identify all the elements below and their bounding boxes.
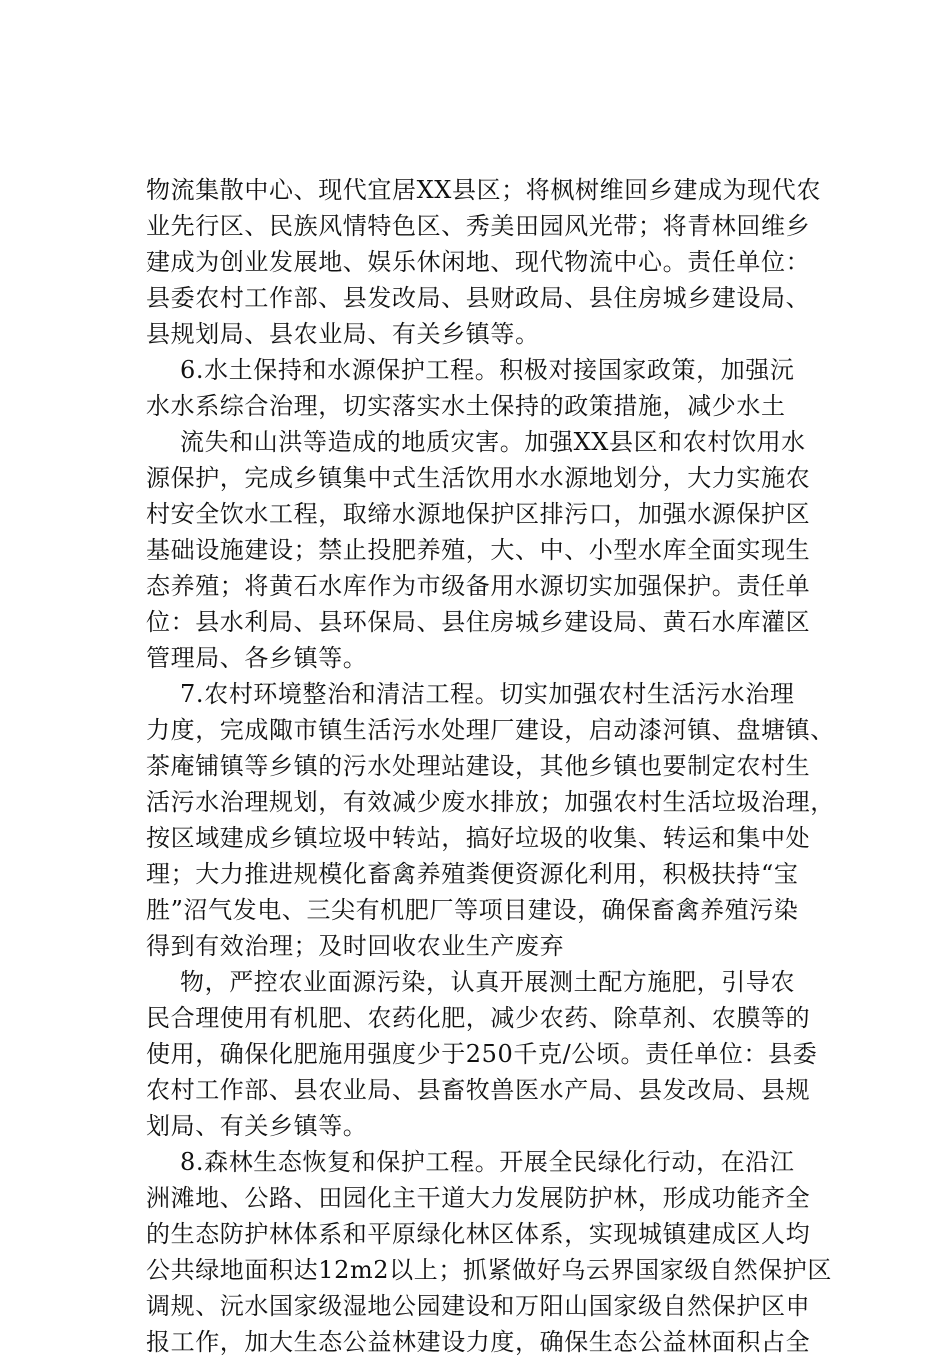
paragraph-heading-7: 7.农村环境整治和清洁工程。切实加强农村生活污水治理 xyxy=(180,680,795,708)
text-line: 胜”沼气发电、三尖有机肥厂等项目建设，确保畜禽养殖污染 xyxy=(146,896,799,924)
text-line: 流失和山洪等造成的地质灾害。加强XX县区和农村饮用水 xyxy=(180,428,806,456)
text-line: 基础设施建设；禁止投肥养殖，大、中、小型水库全面实现生 xyxy=(146,536,811,564)
text-line: 活污水治理规划，有效减少废水排放；加强农村生活垃圾治理， xyxy=(146,788,835,816)
text-line: 业先行区、民族风情特色区、秀美田园风光带；将青林回维乡 xyxy=(146,212,811,240)
text-line: 态养殖；将黄石水库作为市级备用水源切实加强保护。责任单 xyxy=(146,572,811,600)
paragraph-heading-6: 6.水土保持和水源保护工程。积极对接国家政策，加强沅 xyxy=(180,356,795,384)
text-line: 按区域建成乡镇垃圾中转站，搞好垃圾的收集、转运和集中处 xyxy=(146,824,811,852)
text-line: 划局、有关乡镇等。 xyxy=(146,1112,368,1140)
text-line: 物流集散中心、现代宜居XX县区；将枫树维回乡建成为现代农 xyxy=(146,176,821,204)
text-line: 报工作，加大生态公益林建设力度，确保生态公益林面积占全 xyxy=(146,1328,811,1356)
text-line: 源保护，完成乡镇集中式生活饮用水水源地划分，大力实施农 xyxy=(146,464,811,492)
text-line: 位：县水利局、县环保局、县住房城乡建设局、黄石水库灌区 xyxy=(146,608,811,636)
text-line: 民合理使用有机肥、农药化肥，减少农药、除草剂、农膜等的 xyxy=(146,1004,811,1032)
text-line: 管理局、各乡镇等。 xyxy=(146,644,368,672)
text-line: 的生态防护林体系和平原绿化林区体系，实现城镇建成区人均 xyxy=(146,1220,811,1248)
text-line: 县委农村工作部、县发改局、县财政局、县住房城乡建设局、 xyxy=(146,284,811,312)
text-line: 使用，确保化肥施用强度少于250千克/公顷。责任单位：县委 xyxy=(146,1040,818,1068)
text-line: 农村工作部、县农业局、县畜牧兽医水产局、县发改局、县规 xyxy=(146,1076,811,1104)
paragraph-heading-8: 8.森林生态恢复和保护工程。开展全民绿化行动，在沿江 xyxy=(180,1148,795,1176)
text-line: 公共绿地面积达12m2以上；抓紧做好乌云界国家级自然保护区 xyxy=(146,1256,832,1284)
text-line: 水水系综合治理，切实落实水土保持的政策措施，减少水土 xyxy=(146,392,786,420)
text-line: 物，严控农业面源污染，认真开展测土配方施肥，引导农 xyxy=(180,968,795,996)
text-line: 村安全饮水工程，取缔水源地保护区排污口，加强水源保护区 xyxy=(146,500,811,528)
text-line: 建成为创业发展地、娱乐休闲地、现代物流中心。责任单位： xyxy=(146,248,811,276)
text-line: 力度，完成陬市镇生活污水处理厂建设，启动漆河镇、盘塘镇、 xyxy=(146,716,835,744)
text-line: 茶庵铺镇等乡镇的污水处理站建设，其他乡镇也要制定农村生 xyxy=(146,752,811,780)
text-line: 理；大力推进规模化畜禽养殖粪便资源化利用，积极扶持“宝 xyxy=(146,860,799,888)
text-line: 调规、沅水国家级湿地公园建设和万阳山国家级自然保护区申 xyxy=(146,1292,811,1320)
text-line: 得到有效治理；及时回收农业生产废弃 xyxy=(146,932,565,960)
text-line: 县规划局、县农业局、有关乡镇等。 xyxy=(146,320,540,348)
text-line: 洲滩地、公路、田园化主干道大力发展防护林，形成功能齐全 xyxy=(146,1184,811,1212)
